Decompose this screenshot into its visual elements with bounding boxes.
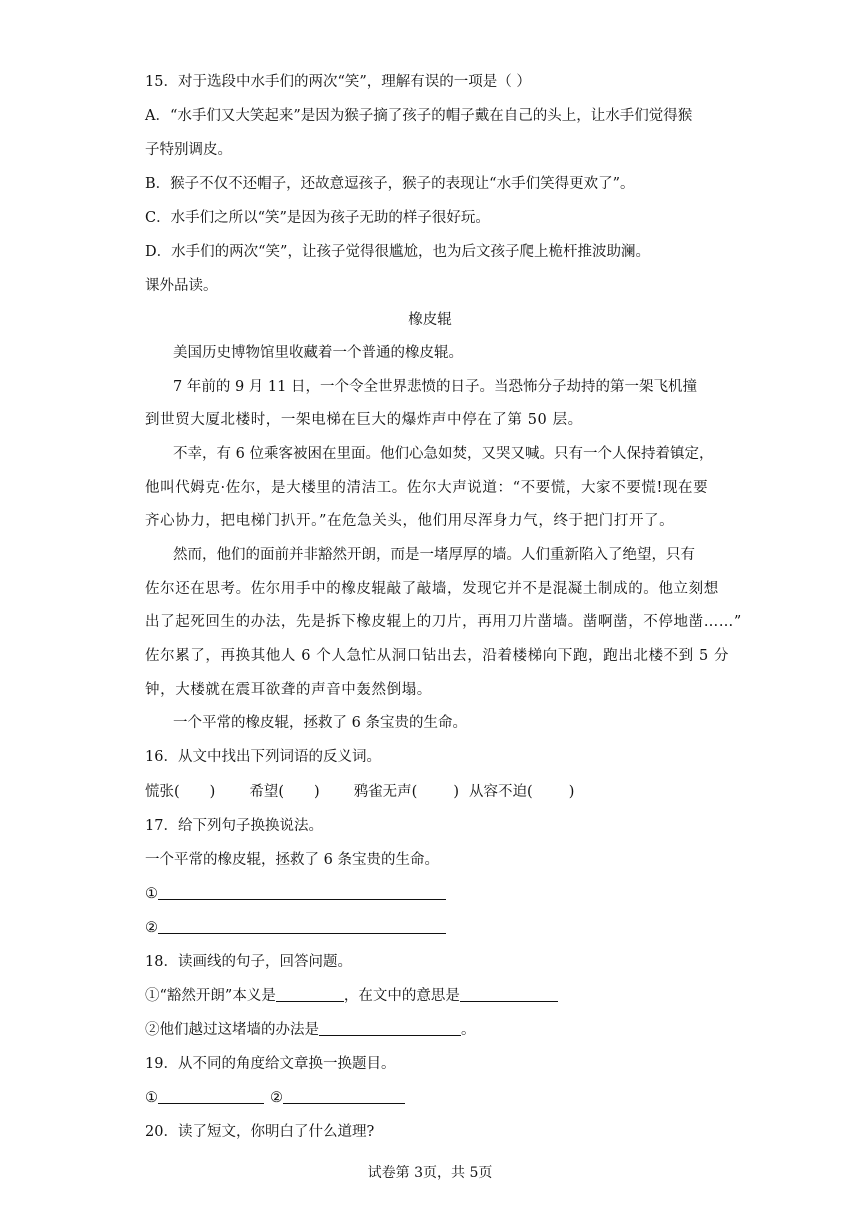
q15-option-b: B．猴子不仅不还帽子，还故意逗孩子，猴子的表现让“水手们笑得更欢了”。 — [145, 176, 635, 192]
section-label: 课外品读。 — [145, 278, 218, 294]
q18-sub-1-text: ①“豁然开朗”本义是 — [145, 988, 276, 1004]
q16-stem: 16．从文中找出下列词语的反义词。 — [145, 749, 381, 765]
q18-sub-2-end: 。 — [461, 1022, 476, 1038]
q15-option-c: C．水手们之所以“笑”是因为孩子无助的样子很好玩。 — [145, 210, 490, 226]
q17-marker-1: ① — [145, 886, 158, 902]
passage-p3-line3: 齐心协力，把电梯门扒开。”在危急关头，他们用尽浑身力气，终于把门打开了。 — [145, 513, 675, 529]
q15-option-d: D．水手们的两次“笑”，让孩子觉得很尴尬，也为后文孩子爬上桅杆推波助澜。 — [145, 244, 650, 260]
q16-word-2: 希望( — [249, 784, 285, 800]
q19-answers — [145, 1088, 405, 1108]
passage-p1: 美国历史博物馆里收藏着一个普通的橡皮辊。 — [173, 345, 463, 361]
passage-p4-line2: 佐尔还在思考。佐尔用手中的橡皮辊敲了敲墙，发现它并不是混凝土制成的。他立刻想 — [145, 581, 719, 597]
q18-sub-1-text-2: ，在文中的意思是 — [343, 988, 460, 1004]
q18-blank-2[interactable] — [460, 986, 558, 1002]
q20-stem: 20．读了短文，你明白了什么道理? — [145, 1124, 375, 1140]
passage-p3-line2: 他叫代姆克·佐尔，是大楼里的清洁工。佐尔大声说道：“不要慌，大家不要慌!现在要 — [145, 480, 709, 496]
q16-close-2: ) — [314, 784, 320, 800]
passage-p4-line1: 然而，他们的面前并非豁然开朗，而是一堵厚厚的墙。人们重新陷入了绝望，只有 — [173, 547, 695, 563]
q17-stem: 17．给下列句子换换说法。 — [145, 818, 323, 834]
passage-title: 橡皮辊 — [408, 312, 452, 328]
q17-answer-1 — [145, 884, 446, 904]
q16-word-3: 鸦雀无声( — [353, 784, 418, 800]
q19-stem: 19．从不同的角度给文章换一换题目。 — [145, 1056, 396, 1072]
q19-marker-1: ① — [145, 1090, 158, 1106]
q16-close-3: ) — [453, 784, 460, 800]
q17-marker-2: ② — [145, 920, 158, 936]
q18-sub-2 — [145, 1020, 476, 1040]
q16-close-1: ) — [209, 784, 216, 800]
passage-p2-line1: 7 年前的 9 月 11 日，一个令全世界悲愤的日子。当恐怖分子劫持的第一架飞机撞 — [173, 379, 697, 395]
passage-p3-line1: 不幸，有 6 位乘客被困在里面。他们心急如焚，又哭又喊。只有一个人保持着镇定， — [173, 446, 714, 462]
q15-option-a-cont: 子特别调皮。 — [145, 142, 232, 158]
q19-blank-1[interactable] — [158, 1088, 264, 1104]
passage-p2-line2: 到世贸大厦北楼时，一架电梯在巨大的爆炸声中停在了第 50 层。 — [145, 412, 583, 428]
q16-word-4: 从容不迫( — [469, 784, 533, 800]
q18-stem: 18．读画线的句子，回答问题。 — [145, 954, 352, 970]
q18-blank-1[interactable] — [276, 986, 344, 1002]
q18-sub-1 — [145, 986, 558, 1006]
q15-option-a: A．“水手们又大笑起来”是因为猴子摘了孩子的帽子戴在自己的头上，让水手们觉得猴 — [145, 108, 693, 124]
q19-marker-2: ② — [270, 1090, 283, 1106]
q17-blank-2[interactable] — [158, 918, 446, 934]
q16-close-4: ) — [568, 784, 575, 800]
passage-p4-line4: 佐尔累了，再换其他人 6 个人急忙从洞口钻出去，沿着楼梯向下跑，跑出北楼不到 5 分 — [145, 648, 730, 664]
q17-sentence: 一个平常的橡皮辊，拯救了 6 条宝贵的生命。 — [145, 852, 439, 868]
passage-p5: 一个平常的橡皮辊，拯救了 6 条宝贵的生命。 — [173, 715, 467, 731]
q15-stem: 15．对于选段中水手们的两次“笑”，理解有误的一项是（ ） — [145, 74, 531, 90]
q19-blank-2[interactable] — [283, 1088, 405, 1104]
q16-words — [145, 782, 574, 802]
passage-p4-line5: 钟，大楼就在震耳欲聋的声音中轰然倒塌。 — [145, 682, 432, 698]
q18-blank-3[interactable] — [319, 1020, 461, 1036]
q16-word-1: 慌张( — [145, 784, 180, 800]
page-footer: 试卷第 3页，共 5页 — [367, 1165, 493, 1181]
q17-blank-1[interactable] — [158, 884, 446, 900]
q17-answer-2 — [145, 918, 446, 938]
q18-sub-2-text: ②他们越过这堵墙的办法是 — [145, 1022, 319, 1038]
passage-p4-line3: 出了起死回生的办法，先是拆下橡皮辊上的刀片，再用刀片凿墙。凿啊凿，不停地凿……” — [145, 614, 742, 630]
